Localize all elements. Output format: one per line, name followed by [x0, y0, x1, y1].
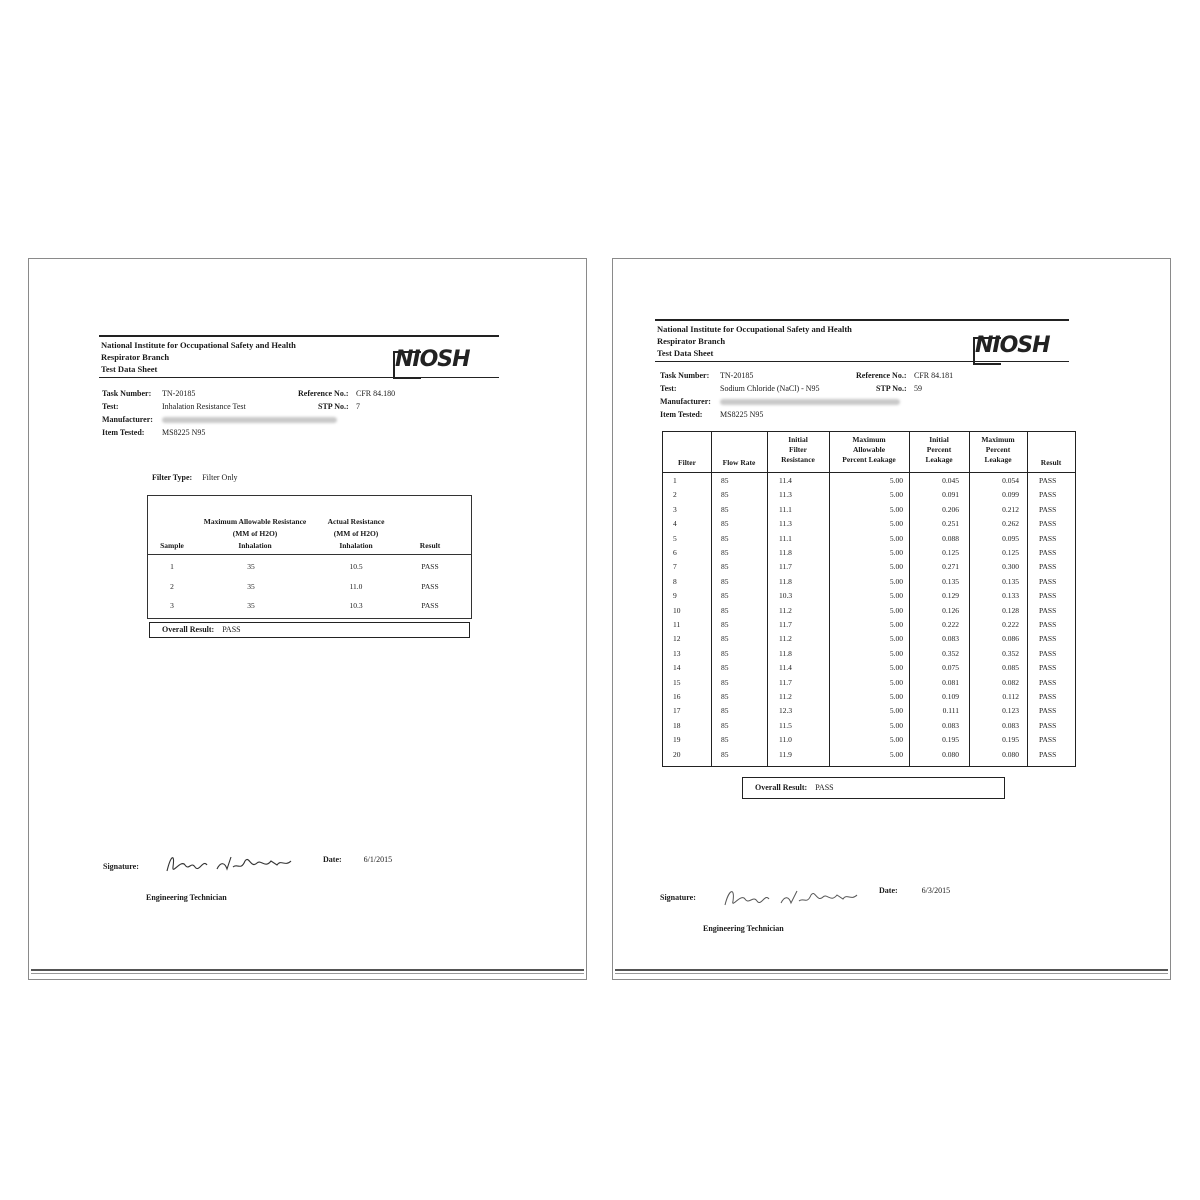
stp-label: STP No.:	[318, 402, 349, 411]
task-number-value: TN-20185	[162, 389, 196, 398]
initial-percent-leakage-cell: 0.125	[942, 548, 959, 557]
initial-percent-leakage-cell: 0.195	[942, 735, 959, 745]
initial-resistance-cell: 11.4	[779, 476, 792, 485]
nacl-leakage-table	[662, 431, 1076, 767]
filter-type	[152, 473, 238, 482]
result-cell: PASS	[1039, 620, 1057, 629]
initial-percent-leakage-cell: 0.045	[942, 476, 959, 485]
flow-rate-cell: 85	[721, 548, 729, 557]
actual-resistance-header: Actual Resistance (MM of H2O) Inhalation	[327, 517, 385, 550]
overall-result-box	[149, 622, 470, 638]
result-cell: PASS	[1039, 519, 1057, 529]
filter-cell: 4	[673, 519, 677, 529]
max-allowable-leakage-cell: 5.00	[889, 562, 903, 572]
result-cell: PASS	[1039, 749, 1057, 759]
result-cell: PASS	[1039, 634, 1057, 644]
initial-resistance-cell: 11.7	[779, 562, 792, 572]
result-cell: PASS	[1039, 548, 1057, 557]
flow-rate-cell: 85	[721, 605, 729, 615]
initial-resistance-cell: 11.7	[779, 677, 792, 687]
test-value: Inhalation Resistance Test	[162, 402, 246, 411]
overall-result-label: Overall Result:	[162, 625, 215, 634]
result-cell: PASS	[1039, 735, 1057, 745]
max-allowable-leakage-cell: 5.00	[889, 519, 903, 529]
manufacturer-redacted	[720, 395, 900, 408]
max-allowable-leakage-cell: 5.00	[889, 720, 903, 730]
filter-type-value: Filter Only	[202, 473, 238, 482]
initial-resistance-cell: 11.8	[779, 548, 792, 557]
result-cell: PASS	[1039, 591, 1057, 601]
manufacturer-redacted	[162, 413, 337, 426]
header-doc-type: Test Data Sheet	[657, 348, 714, 358]
max-3: 35	[247, 601, 255, 610]
sample-2: 2	[170, 582, 174, 591]
stp-label: STP No.:	[876, 384, 907, 393]
flow-rate-cell: 85	[721, 634, 729, 644]
test-data-sheet-nacl	[612, 258, 1171, 980]
initial-resistance-cell: 11.1	[779, 533, 792, 543]
overall-result-box	[742, 777, 1005, 799]
initial-percent-leakage-cell: 0.083	[942, 634, 959, 644]
flow-rate-cell: 85	[721, 591, 729, 601]
result-cell: PASS	[1039, 663, 1057, 673]
result-cell: PASS	[1039, 706, 1057, 716]
sample-header: Sample	[160, 541, 184, 550]
reference-label: Reference No.:	[298, 389, 349, 398]
result-cell: PASS	[1039, 504, 1057, 514]
max-percent-leakage-cell: 0.086	[1002, 634, 1019, 644]
max-allowable-leakage-cell: 5.00	[889, 504, 903, 514]
overall-result-label: Overall Result:	[755, 783, 808, 792]
max-percent-leakage-cell: 0.082	[1002, 677, 1019, 687]
flow-rate-cell: 85	[721, 663, 729, 673]
actual-3: 10.3	[349, 601, 363, 610]
max-percent-leakage-cell: 0.222	[1002, 620, 1019, 629]
initial-percent-leakage-header: Initial Percent Leakage	[925, 435, 953, 464]
initial-resistance-cell: 12.3	[779, 706, 793, 716]
max-percent-leakage-cell: 0.085	[1002, 663, 1019, 673]
date-value: 6/3/2015	[921, 886, 951, 895]
initial-percent-leakage-cell: 0.081	[942, 677, 959, 687]
flow-rate-header: Flow Rate	[722, 458, 756, 467]
max-allowable-leakage-cell: 5.00	[889, 620, 903, 629]
result-cell: PASS	[1039, 677, 1057, 687]
header-institute: National Institute for Occupational Safety and Health	[657, 324, 852, 334]
flow-rate-cell: 85	[721, 562, 729, 572]
initial-percent-leakage-cell: 0.271	[942, 562, 959, 572]
test-meta	[660, 369, 1000, 421]
date-field	[323, 855, 392, 864]
max-percent-leakage-cell: 0.083	[1002, 720, 1019, 730]
actual-1: 10.5	[349, 562, 363, 571]
initial-percent-leakage-cell: 0.083	[942, 720, 959, 730]
result-cell: PASS	[1039, 692, 1057, 701]
test-meta	[102, 387, 422, 439]
max-percent-leakage-cell: 0.123	[1002, 706, 1019, 716]
initial-resistance-cell: 11.7	[779, 620, 792, 629]
max-percent-leakage-cell: 0.080	[1002, 749, 1019, 759]
flow-rate-cell: 85	[721, 476, 729, 485]
initial-resistance-cell: 11.9	[779, 749, 792, 759]
filter-cell: 18	[673, 720, 681, 730]
filter-cell: 9	[673, 591, 677, 601]
actual-2: 11.0	[349, 582, 363, 591]
filter-cell: 7	[673, 562, 677, 572]
initial-percent-leakage-cell: 0.126	[942, 605, 959, 615]
result-cell: PASS	[1039, 576, 1057, 586]
max-allowable-leakage-header: Maximum Allowable Percent Leakage	[842, 435, 896, 464]
stp-value: 59	[914, 384, 922, 393]
flow-rate-cell: 85	[721, 749, 729, 759]
initial-resistance-header: Initial Filter Resistance	[781, 435, 815, 464]
filter-header: Filter	[678, 458, 696, 467]
initial-resistance-cell: 11.3	[779, 519, 792, 529]
initial-percent-leakage-cell: 0.109	[942, 692, 959, 701]
max-allowable-leakage-cell: 5.00	[889, 490, 903, 500]
result-cell: PASS	[1039, 533, 1057, 543]
manufacturer-label: Manufacturer:	[102, 415, 153, 424]
initial-percent-leakage-cell: 0.251	[942, 519, 959, 529]
initial-resistance-cell: 11.1	[779, 504, 792, 514]
max-allowable-leakage-cell: 5.00	[889, 634, 903, 644]
initial-resistance-cell: 11.8	[779, 576, 792, 586]
flow-rate-cell: 85	[721, 692, 729, 701]
filter-cell: 17	[673, 706, 681, 716]
filter-cell: 3	[673, 504, 677, 514]
max-percent-leakage-cell: 0.135	[1002, 576, 1019, 586]
result-cell: PASS	[1039, 476, 1057, 485]
reference-value: CFR 84.180	[356, 389, 396, 398]
max-percent-leakage-cell: 0.352	[1002, 648, 1019, 658]
filter-cell: 16	[673, 692, 681, 701]
test-data-sheet-inhalation	[28, 258, 587, 980]
item-tested-value: MS8225 N95	[162, 428, 206, 437]
initial-resistance-cell: 11.2	[779, 634, 792, 644]
result-cell: PASS	[1039, 648, 1057, 658]
max-percent-leakage-cell: 0.099	[1002, 490, 1019, 500]
reference-label: Reference No.:	[856, 371, 907, 380]
filter-cell: 19	[673, 735, 681, 745]
filter-cell: 12	[673, 634, 681, 644]
max-percent-leakage-cell: 0.125	[1002, 548, 1019, 557]
max-allowable-leakage-cell: 5.00	[889, 576, 903, 586]
max-percent-leakage-cell: 0.128	[1002, 605, 1019, 615]
result-cell: PASS	[1039, 605, 1057, 615]
header-institute: National Institute for Occupational Safety and Health	[101, 340, 296, 350]
overall-result-value: PASS	[222, 625, 241, 634]
item-tested-label: Item Tested:	[660, 410, 703, 419]
max-resistance-header: Maximum Allowable Resistance (MM of H2O) Inhalation	[203, 517, 307, 550]
filter-cell: 10	[673, 605, 681, 615]
initial-percent-leakage-cell: 0.352	[942, 648, 959, 658]
flow-rate-cell: 85	[721, 519, 729, 529]
task-number-value: TN-20185	[720, 371, 754, 380]
max-allowable-leakage-cell: 5.00	[889, 692, 903, 701]
result-cell: PASS	[1039, 562, 1057, 572]
filter-cell: 15	[673, 677, 681, 687]
max-allowable-leakage-cell: 5.00	[889, 605, 903, 615]
test-value: Sodium Chloride (NaCl) - N95	[720, 384, 820, 393]
date-label: Date:	[879, 886, 898, 895]
flow-rate-cell: 85	[721, 648, 729, 658]
result-cell: PASS	[1039, 490, 1057, 500]
signer-title: Engineering Technician	[146, 893, 227, 902]
initial-resistance-cell: 11.0	[779, 735, 792, 745]
max-allowable-leakage-cell: 5.00	[889, 591, 903, 601]
filter-cell: 6	[673, 548, 677, 557]
max-allowable-leakage-cell: 5.00	[889, 648, 903, 658]
initial-percent-leakage-cell: 0.129	[942, 591, 959, 601]
max-percent-leakage-cell: 0.112	[1002, 692, 1019, 701]
max-allowable-leakage-cell: 5.00	[889, 476, 903, 485]
max-percent-leakage-cell: 0.095	[1002, 533, 1019, 543]
max-allowable-leakage-cell: 5.00	[889, 677, 903, 687]
signature-label: Signature:	[103, 862, 139, 871]
header-branch: Respirator Branch	[101, 352, 170, 362]
max-percent-leakage-cell: 0.212	[1002, 504, 1019, 514]
initial-resistance-cell: 11.4	[779, 663, 792, 673]
result-2: PASS	[421, 582, 439, 591]
date-label: Date:	[323, 855, 342, 864]
signature-scribble	[161, 849, 301, 879]
filter-cell: 20	[673, 749, 681, 759]
item-tested-label: Item Tested:	[102, 428, 145, 437]
max-percent-leakage-cell: 0.054	[1002, 476, 1019, 485]
initial-percent-leakage-cell: 0.206	[942, 504, 959, 514]
resistance-table	[147, 495, 472, 619]
max-1: 35	[247, 562, 255, 571]
initial-resistance-cell: 10.3	[779, 591, 793, 601]
filter-cell: 11	[673, 620, 681, 629]
test-label: Test:	[102, 402, 119, 411]
initial-percent-leakage-cell: 0.135	[942, 576, 959, 586]
filter-type-label: Filter Type:	[152, 473, 193, 482]
result-cell: PASS	[1039, 720, 1057, 730]
sample-1: 1	[170, 562, 174, 571]
initial-resistance-cell: 11.2	[779, 692, 792, 701]
sample-3: 3	[170, 601, 174, 610]
reference-value: CFR 84.181	[914, 371, 954, 380]
filter-cell: 1	[673, 476, 677, 485]
overall-result-value: PASS	[815, 783, 834, 792]
max-allowable-leakage-cell: 5.00	[889, 735, 903, 745]
initial-percent-leakage-cell: 0.091	[942, 490, 959, 500]
initial-resistance-cell: 11.5	[779, 720, 792, 730]
max-2: 35	[247, 582, 255, 591]
initial-resistance-cell: 11.2	[779, 605, 792, 615]
signature-scribble	[721, 883, 861, 913]
header-branch: Respirator Branch	[657, 336, 726, 346]
task-number-label: Task Number:	[660, 371, 710, 380]
niosh-logo: NIOSH	[975, 333, 1050, 358]
filter-cell: 13	[673, 648, 681, 658]
result-header: Result	[419, 541, 441, 550]
flow-rate-cell: 85	[721, 504, 729, 514]
max-allowable-leakage-cell: 5.00	[889, 663, 903, 673]
max-allowable-leakage-cell: 5.00	[889, 749, 903, 759]
task-number-label: Task Number:	[102, 389, 152, 398]
flow-rate-cell: 85	[721, 490, 729, 500]
flow-rate-cell: 85	[721, 735, 729, 745]
stp-value: 7	[356, 402, 360, 411]
flow-rate-cell: 85	[721, 720, 729, 730]
signature-label: Signature:	[660, 893, 696, 902]
initial-percent-leakage-cell: 0.111	[942, 706, 959, 716]
manufacturer-label: Manufacturer:	[660, 397, 711, 406]
max-allowable-leakage-cell: 5.00	[889, 706, 903, 716]
initial-resistance-cell: 11.8	[779, 648, 792, 658]
max-percent-leakage-cell: 0.133	[1002, 591, 1019, 601]
flow-rate-cell: 85	[721, 620, 729, 629]
filter-cell: 14	[673, 663, 681, 673]
result-header: Result	[1040, 458, 1062, 467]
initial-percent-leakage-cell: 0.222	[942, 620, 959, 629]
item-tested-value: MS8225 N95	[720, 410, 764, 419]
flow-rate-cell: 85	[721, 576, 729, 586]
filter-cell: 5	[673, 533, 677, 543]
test-label: Test:	[660, 384, 677, 393]
max-percent-leakage-header: Maximum Percent Leakage	[981, 435, 1015, 464]
filter-cell: 8	[673, 576, 677, 586]
max-percent-leakage-cell: 0.195	[1002, 735, 1019, 745]
max-allowable-leakage-cell: 5.00	[889, 548, 903, 557]
result-1: PASS	[421, 562, 439, 571]
niosh-logo: NIOSH	[395, 347, 470, 372]
filter-cell: 2	[673, 490, 677, 500]
flow-rate-cell: 85	[721, 706, 729, 716]
max-percent-leakage-cell: 0.300	[1002, 562, 1019, 572]
result-3: PASS	[421, 601, 439, 610]
header-doc-type: Test Data Sheet	[101, 364, 158, 374]
initial-percent-leakage-cell: 0.075	[942, 663, 959, 673]
initial-percent-leakage-cell: 0.088	[942, 533, 959, 543]
date-value: 6/1/2015	[363, 855, 393, 864]
flow-rate-cell: 85	[721, 533, 729, 543]
flow-rate-cell: 85	[721, 677, 729, 687]
max-percent-leakage-cell: 0.262	[1002, 519, 1019, 529]
initial-percent-leakage-cell: 0.080	[942, 749, 959, 759]
max-allowable-leakage-cell: 5.00	[889, 533, 903, 543]
date-field	[879, 886, 950, 895]
signer-title: Engineering Technician	[703, 924, 784, 933]
initial-resistance-cell: 11.3	[779, 490, 792, 500]
